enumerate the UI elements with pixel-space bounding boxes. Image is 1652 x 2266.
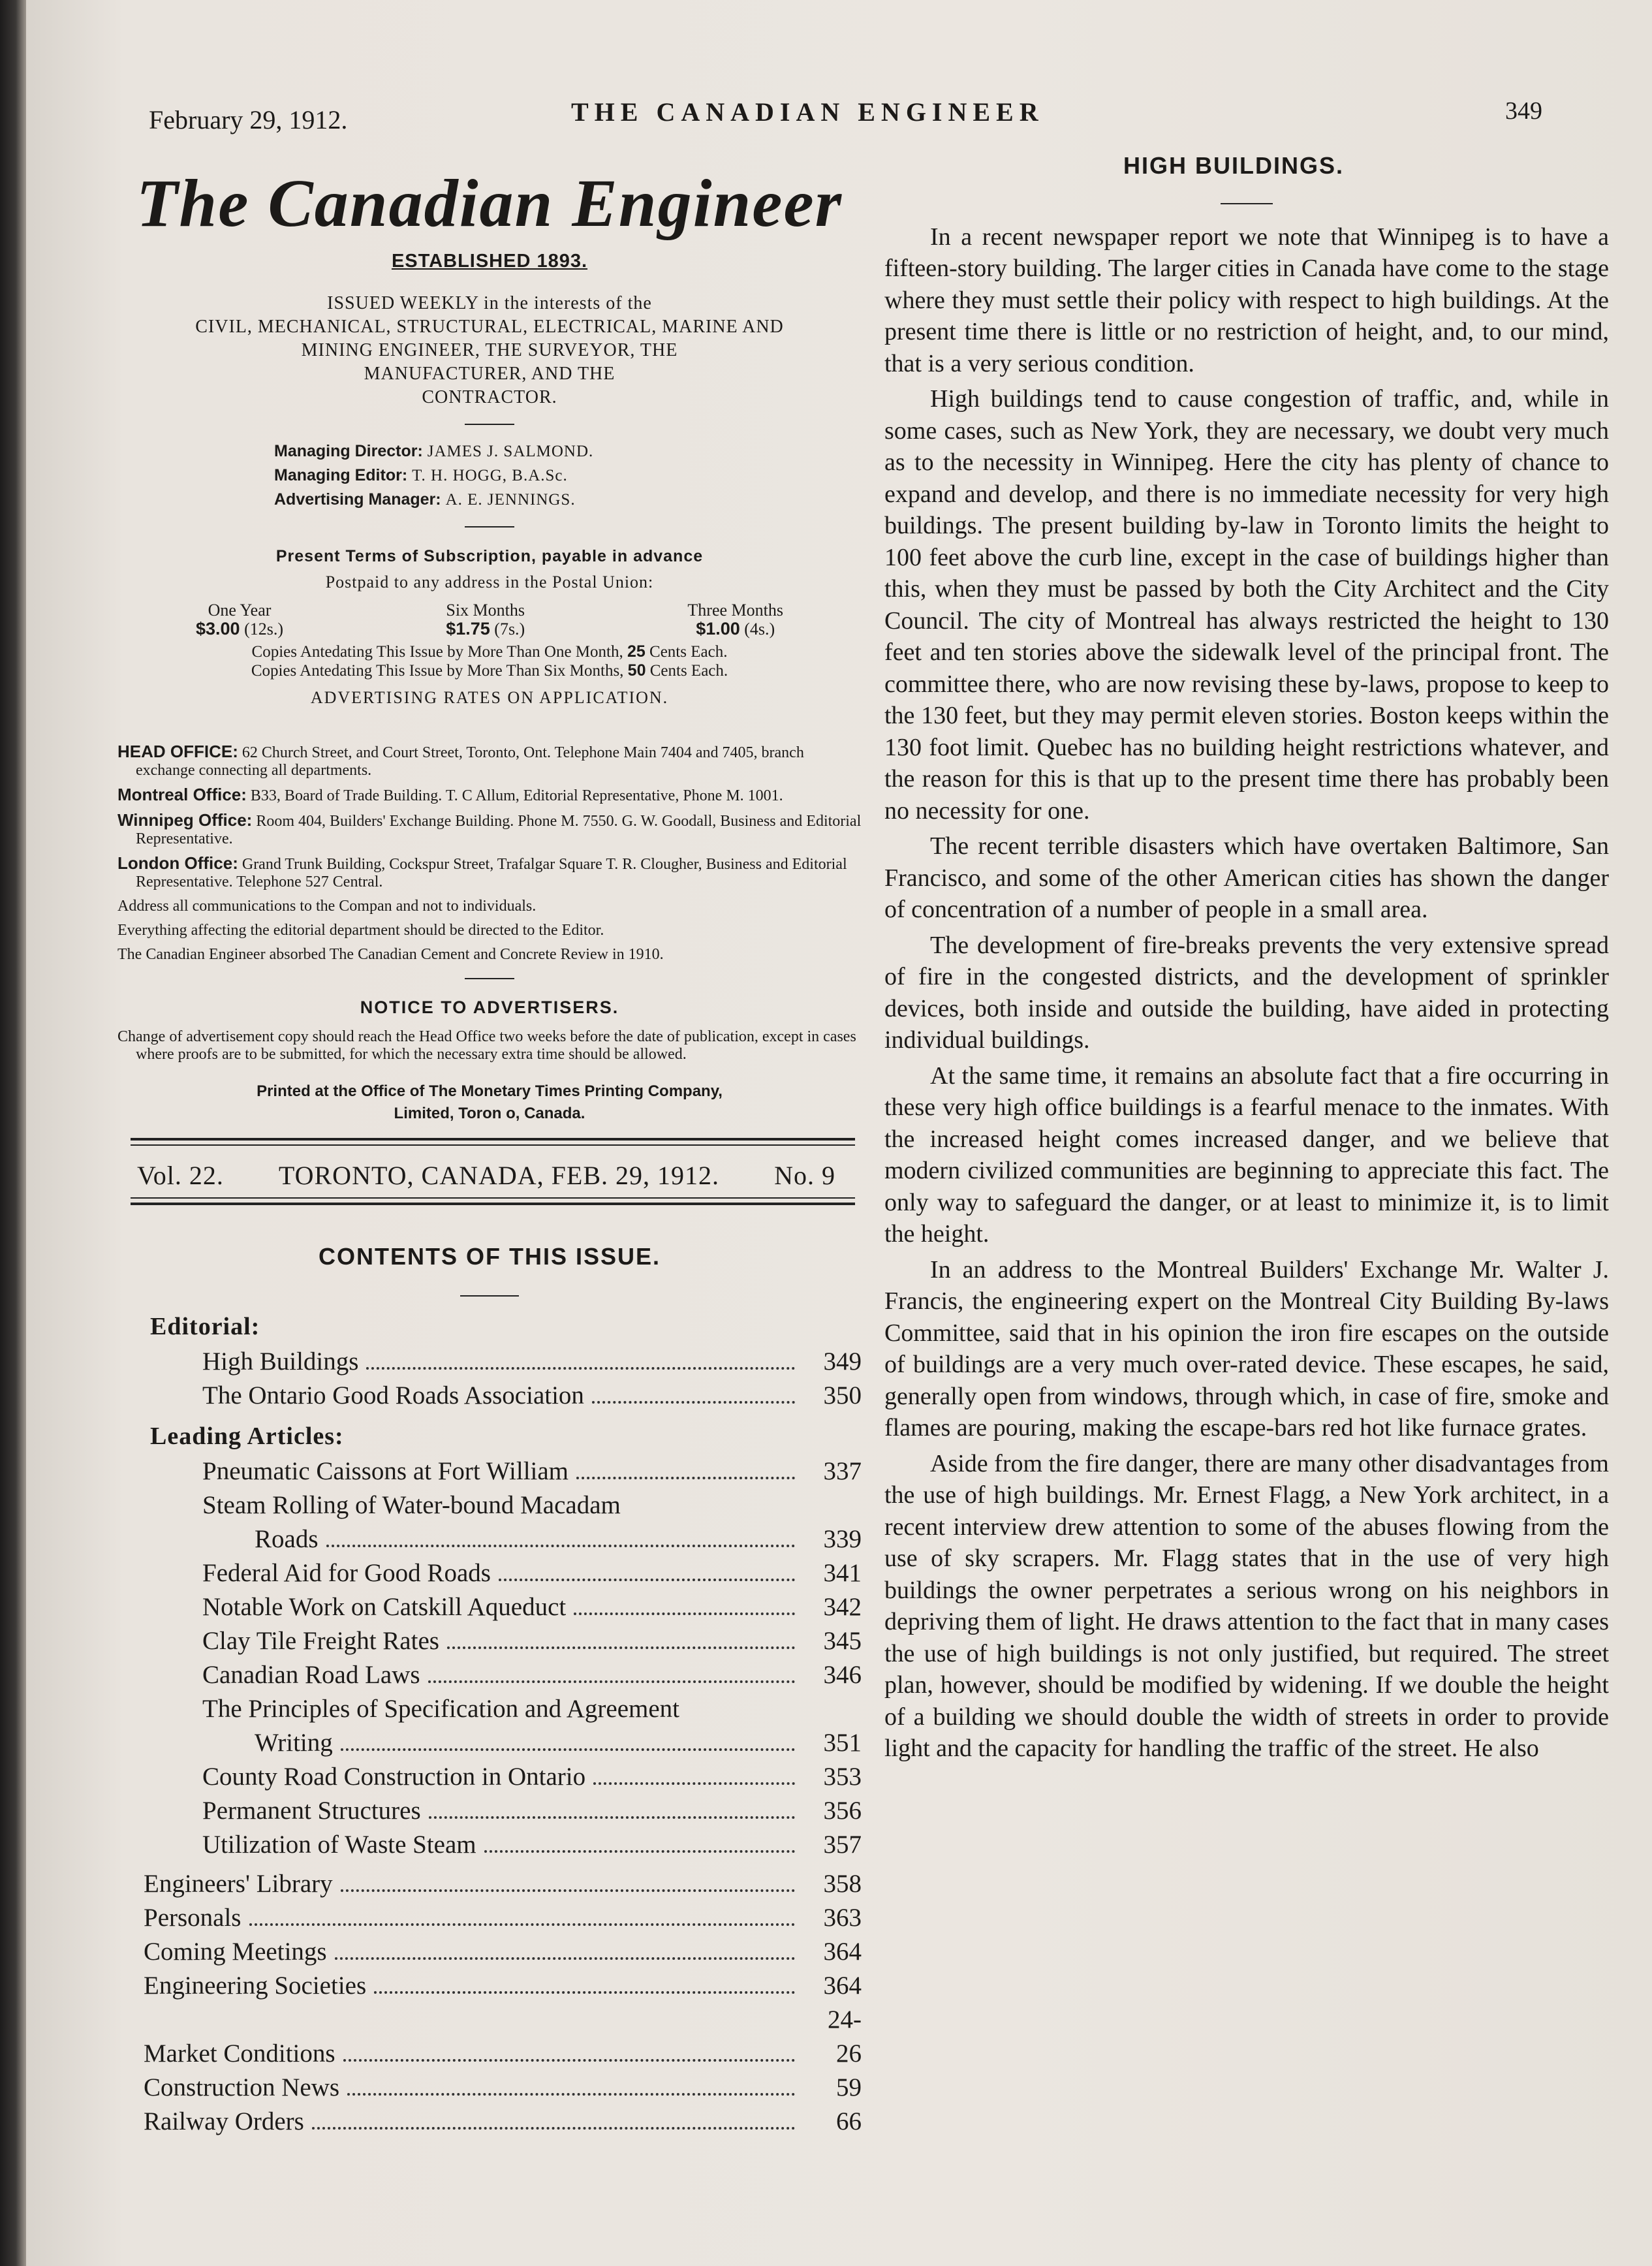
office-note: Everything affecting the editorial department should be directed to the Editor. — [117, 922, 604, 939]
toc-title: Clay Tile Freight Rates — [202, 1627, 439, 1655]
toc-page: 356 — [823, 1797, 862, 1825]
toc-entry[interactable] — [117, 1590, 862, 1624]
toc-page: 349 — [823, 1347, 862, 1376]
staff-entry — [274, 464, 862, 488]
office-note: Address all communications to the Compan and not to individuals. — [117, 898, 537, 915]
toc-title: High Buildings — [202, 1347, 359, 1376]
printer-line: Limited, Toron o, Canada. — [394, 1105, 585, 1122]
antedate-text: Cents Each. — [649, 643, 728, 661]
toc-leader — [429, 1816, 795, 1819]
toc-title: Personals — [144, 1904, 242, 1932]
toc-leader — [347, 2093, 795, 2096]
staff-name: JAMES J. SALMOND. — [427, 443, 594, 460]
article-paragraph: At the same time, it remains an absolute fact that a fire occurring in these very high office buildings is a fearful menace to the inmates. With the increased height comes increased danger, and we believe that modern civilized communities are beginning to appreciate this fact. The only way to safeguard the danger, or at least to minimize it, is to limit the height. — [884, 1062, 1609, 1248]
toc-title: Coming Meetings — [144, 1938, 327, 1966]
notice-heading: NOTICE TO ADVERTISERS. — [360, 998, 619, 1017]
toc-leader — [366, 1367, 795, 1370]
article-paragraph: Aside from the fire danger, there are many other disadvantages from the use of high buildings. Mr. Ernest Flagg, a New York architect, in a recent interview drew attention to some of the abuses flowing from the use of sky scrapers. Mr. Flagg states that in the use of very high buildings the owner perpetrates a serious wrong on his neighbors in depriving them of light. He draws attention to the fact that in many cases the use of high buildings is not only justified, but required. The street plan, however, should be modified by widening. If we double the height of a building we should double the width of streets in order to provide light and the capacity for handling the traffic of the street. He also — [884, 1449, 1609, 1762]
toc-leader — [447, 1646, 795, 1649]
toc-leader — [343, 2059, 795, 2062]
toc-page: 364 — [823, 1938, 862, 1966]
staff-name: A. E. JENNINGS. — [445, 491, 576, 509]
toc-entry[interactable] — [117, 1726, 862, 1760]
toc-leader — [341, 1889, 795, 1892]
toc-title: Federal Aid for Good Roads — [202, 1559, 491, 1587]
article-paragraph: The recent terrible disasters which have overtaken Baltimore, San Francisco, and some of the other American cities has shown the danger of concentration of a number of people in a small area. — [884, 832, 1609, 923]
editorial-label: Editorial: — [150, 1313, 260, 1340]
toc-leader — [326, 1545, 796, 1547]
staff-role: Managing Director: — [274, 442, 423, 460]
office-text: Room 404, Builders' Exchange Building. Phone M. 7550. G. W. Goodall, Business and Editorial Representative. — [136, 813, 862, 847]
office-text: Grand Trunk Building, Cockspur Street, Trafalgar Square T. R. Clougher, Business and Editorial Representative. Telephone 527 Central. — [136, 856, 847, 890]
toc-page: 364 — [823, 1972, 862, 2000]
issued-line: MINING ENGINEER, THE SURVEYOR, THE — [301, 340, 678, 360]
toc-leader — [499, 1579, 795, 1581]
editorial-toc — [117, 1345, 862, 1413]
toc-title-continued: Roads — [255, 1525, 319, 1553]
toc-page: 358 — [823, 1870, 862, 1898]
divider — [465, 526, 514, 527]
article-paragraph: In a recent newspaper report we note that Winnipeg is to have a fifteen-story building. The larger cities in Canada have come to the stage where they must settle their policy with respect to high buildings. At the present time there is little or no restriction of height, and, to our mind, that is a very serious condition. — [884, 223, 1609, 377]
price-amount: $1.00 — [696, 619, 740, 638]
header-date: February 29, 1912. — [149, 105, 348, 134]
toc-leader — [592, 1401, 795, 1404]
printer-imprint — [117, 1080, 862, 1125]
issue-place-date: TORONTO, CANADA, FEB. 29, 1912. — [278, 1161, 720, 1190]
toc-page: 341 — [823, 1559, 862, 1587]
toc-leader — [374, 1991, 795, 1994]
toc-entry[interactable] — [117, 1624, 862, 1658]
toc-entry-wrapped-line — [117, 1488, 862, 1522]
leading-articles-label: Leading Articles: — [150, 1423, 344, 1450]
price-amount: $3.00 — [196, 619, 240, 638]
office-label: Winnipeg Office: — [117, 810, 253, 830]
antedate-line — [117, 642, 862, 661]
divider — [460, 1295, 519, 1297]
double-rule — [131, 1197, 855, 1205]
article-paragraph: The development of fire-breaks prevents the very extensive spread of fire in the congested districts, and the development of sprinkler devices, both inside and outside the building, have aided in protecting individual buildings. — [884, 931, 1609, 1054]
toc-leader — [428, 1680, 795, 1683]
issued-line: ISSUED WEEKLY in the interests of the — [327, 293, 652, 313]
header-journal-title: THE CANADIAN ENGINEER — [571, 97, 1044, 127]
toc-page: 337 — [823, 1457, 862, 1485]
toc-entry[interactable] — [117, 1867, 862, 1901]
divider — [465, 978, 514, 979]
toc-title: Permanent Structures — [202, 1797, 421, 1825]
antedate-text: Copies Antedating This Issue by More Than One Month, — [251, 643, 623, 661]
toc-entry[interactable] — [117, 2003, 862, 2071]
printer-line: Printed at the Office of The Monetary Times Printing Company, — [257, 1082, 723, 1100]
toc-page: 353 — [823, 1763, 862, 1791]
staff-name: T. H. HOGG, B.A.Sc. — [412, 467, 568, 484]
volume-number: Vol. 22. — [137, 1161, 224, 1190]
price-six-months — [446, 601, 525, 638]
masthead-title: The Canadian Engineer — [136, 166, 843, 241]
toc-title: Market Conditions — [144, 2039, 335, 2068]
office-label: London Office: — [117, 853, 238, 873]
divider — [465, 424, 514, 425]
toc-entry[interactable] — [117, 1969, 862, 2003]
toc-leader — [574, 1613, 795, 1615]
subscription-heading: Present Terms of Subscription, payable in advance — [275, 547, 704, 565]
toc-entry[interactable] — [117, 1935, 862, 1969]
masthead-column — [117, 157, 862, 2139]
toc-title: Engineering Societies — [144, 1972, 367, 2000]
office-label: Montreal Office: — [117, 785, 247, 804]
office-label: HEAD OFFICE: — [117, 742, 238, 761]
staff-role: Managing Editor: — [274, 466, 408, 484]
price-one-year — [196, 601, 283, 638]
staff-entry — [274, 439, 862, 464]
volume-line — [137, 1160, 835, 1191]
contents-heading: CONTENTS OF THIS ISSUE. — [318, 1243, 661, 1270]
toc-page: 342 — [823, 1593, 862, 1621]
departments-toc — [117, 1867, 862, 2139]
toc-leader — [593, 1782, 795, 1785]
divider — [1221, 203, 1273, 204]
toc-entry-wrapped-line — [117, 1692, 862, 1726]
office-text: 62 Church Street, and Court Street, Toronto, Ont. Telephone Main 7404 and 7405, branch exchange connecting all departments. — [136, 744, 804, 779]
toc-page: 363 — [823, 1904, 862, 1932]
article-title: HIGH BUILDINGS. — [1123, 152, 1344, 179]
office-entry — [117, 786, 862, 805]
price-period: Three Months — [687, 601, 783, 620]
antedate-notes — [117, 642, 862, 680]
subscription-prices — [196, 601, 783, 638]
price-amount: $1.75 — [446, 619, 490, 638]
toc-title: The Principles of Specification and Agreement — [202, 1695, 680, 1723]
toc-entry[interactable] — [117, 1522, 862, 1556]
leading-articles-toc — [117, 1455, 862, 1862]
toc-title: Notable Work on Catskill Aqueduct — [202, 1593, 567, 1621]
toc-title: Utilization of Waste Steam — [202, 1831, 476, 1859]
toc-page: 59 — [836, 2073, 862, 2101]
antedate-price: 50 — [627, 661, 646, 680]
toc-entry[interactable] — [117, 1901, 862, 1935]
staff-entry — [274, 488, 862, 512]
toc-page: 24-26 — [828, 2006, 862, 2068]
toc-title: Railway Orders — [144, 2107, 304, 2135]
toc-page: 351 — [823, 1729, 862, 1757]
antedate-price: 25 — [627, 642, 646, 661]
toc-entry[interactable] — [117, 1345, 862, 1379]
price-three-months — [687, 601, 783, 638]
toc-title: Canadian Road Laws — [202, 1661, 420, 1689]
toc-title: Pneumatic Caissons at Fort William — [202, 1457, 569, 1485]
toc-page: 357 — [823, 1831, 862, 1859]
toc-entry[interactable] — [117, 2105, 862, 2139]
toc-page: 346 — [823, 1661, 862, 1689]
toc-title-continued: Writing — [255, 1729, 333, 1757]
antedate-text: Cents Each. — [649, 662, 728, 680]
toc-leader — [576, 1477, 795, 1479]
offices-list — [117, 743, 862, 964]
issued-statement — [117, 292, 862, 409]
toc-title: County Road Construction in Ontario — [202, 1763, 586, 1791]
antedate-line — [117, 661, 862, 680]
header-page-number: 349 — [1505, 97, 1542, 125]
toc-leader — [312, 2127, 795, 2130]
toc-entry[interactable] — [117, 1658, 862, 1692]
established-line: ESTABLISHED 1893. — [391, 251, 588, 272]
antedate-text: Copies Antedating This Issue by More Than Six Months, — [251, 662, 624, 680]
toc-leader — [484, 1850, 795, 1853]
toc-entry[interactable] — [117, 1379, 862, 1413]
toc-title: Engineers' Library — [144, 1870, 333, 1898]
article-paragraph: In an address to the Montreal Builders' Exchange Mr. Walter J. Francis, the engineering expert on the Montreal City Building By-laws Committee, said that in his opinion the iron fire escapes on the outside of buildings are a very much over-rated device. These escapes, he said, generally open from windows, through which, in case of fire, smoke and flames are pouring, making the escape-bars red hot like furnace grates. — [884, 1255, 1609, 1441]
toc-page: 339 — [823, 1525, 862, 1553]
toc-entry[interactable] — [117, 1794, 862, 1828]
toc-page: 345 — [823, 1627, 862, 1655]
price-sterling: (4s.) — [744, 620, 775, 638]
toc-entry[interactable] — [117, 2071, 862, 2105]
office-text: B33, Board of Trade Building. T. C Allum, Editorial Representative, Phone M. 1001. — [250, 787, 783, 804]
book-spine — [0, 0, 26, 2266]
article-column — [884, 150, 1609, 1769]
issued-line: CIVIL, MECHANICAL, STRUCTURAL, ELECTRICAL, MARINE AND — [195, 317, 784, 337]
toc-entry[interactable] — [117, 1455, 862, 1488]
toc-entry[interactable] — [117, 1760, 862, 1794]
toc-entry[interactable] — [117, 1828, 862, 1862]
toc-title: The Ontario Good Roads Association — [202, 1381, 584, 1409]
notice-body: Change of advertisement copy should reach the Head Office two weeks before the date of publication, except in cases where proofs are to be submitted, for which the necessary extra time should be allowed. — [117, 1028, 856, 1063]
toc-page: 66 — [836, 2107, 862, 2135]
toc-title: Construction News — [144, 2073, 340, 2101]
office-entry — [117, 855, 862, 891]
price-period: Six Months — [446, 601, 525, 620]
toc-page: 350 — [823, 1381, 862, 1409]
staff-list — [274, 439, 862, 512]
office-note: The Canadian Engineer absorbed The Canadian Cement and Concrete Review in 1910. — [117, 946, 664, 963]
office-entry — [117, 811, 862, 848]
toc-leader — [335, 1957, 795, 1960]
price-period: One Year — [208, 601, 272, 620]
issued-line: MANUFACTURER, AND THE — [364, 364, 616, 384]
toc-entry[interactable] — [117, 1556, 862, 1590]
office-entry — [117, 743, 862, 779]
issued-line: CONTRACTOR. — [422, 387, 557, 407]
price-sterling: (7s.) — [494, 620, 525, 638]
subscription-subheading: Postpaid to any address in the Postal Union: — [325, 573, 654, 591]
staff-role: Advertising Manager: — [274, 490, 441, 509]
double-rule — [131, 1138, 855, 1146]
toc-leader — [341, 1748, 795, 1751]
toc-title: Steam Rolling of Water-bound Macadam — [202, 1491, 621, 1519]
article-paragraph: High buildings tend to cause congestion of traffic, and, while in some cases, such as New York, they are necessary, we doubt very much as to the necessity in Winnipeg. Here the city has plenty of chance to expand and develop, and there is no immediate necessity for very high buildings. The present building by-law in Toronto limits the height to 100 feet above the curb line, except in the case of buildings higher than this, when they must be passed by both the City Architect and the City Council. The city of Montreal has always restricted the height to 130 feet and ten stories above the sidewalk level of the principal front. The committee there, who are now revising these by-laws, propose to keep to the 130 feet, but they may permit eleven stories. Boston keeps within the 130 foot limit. Quebec has no building height restrictions whatever, and the reason for this is that up to the present time there has probably been no necessity for one. — [884, 385, 1609, 825]
toc-leader — [249, 1923, 796, 1926]
price-sterling: (12s.) — [244, 620, 284, 638]
issue-number: No. 9 — [774, 1161, 835, 1190]
advertising-rates-line: ADVERTISING RATES ON APPLICATION. — [310, 688, 669, 707]
